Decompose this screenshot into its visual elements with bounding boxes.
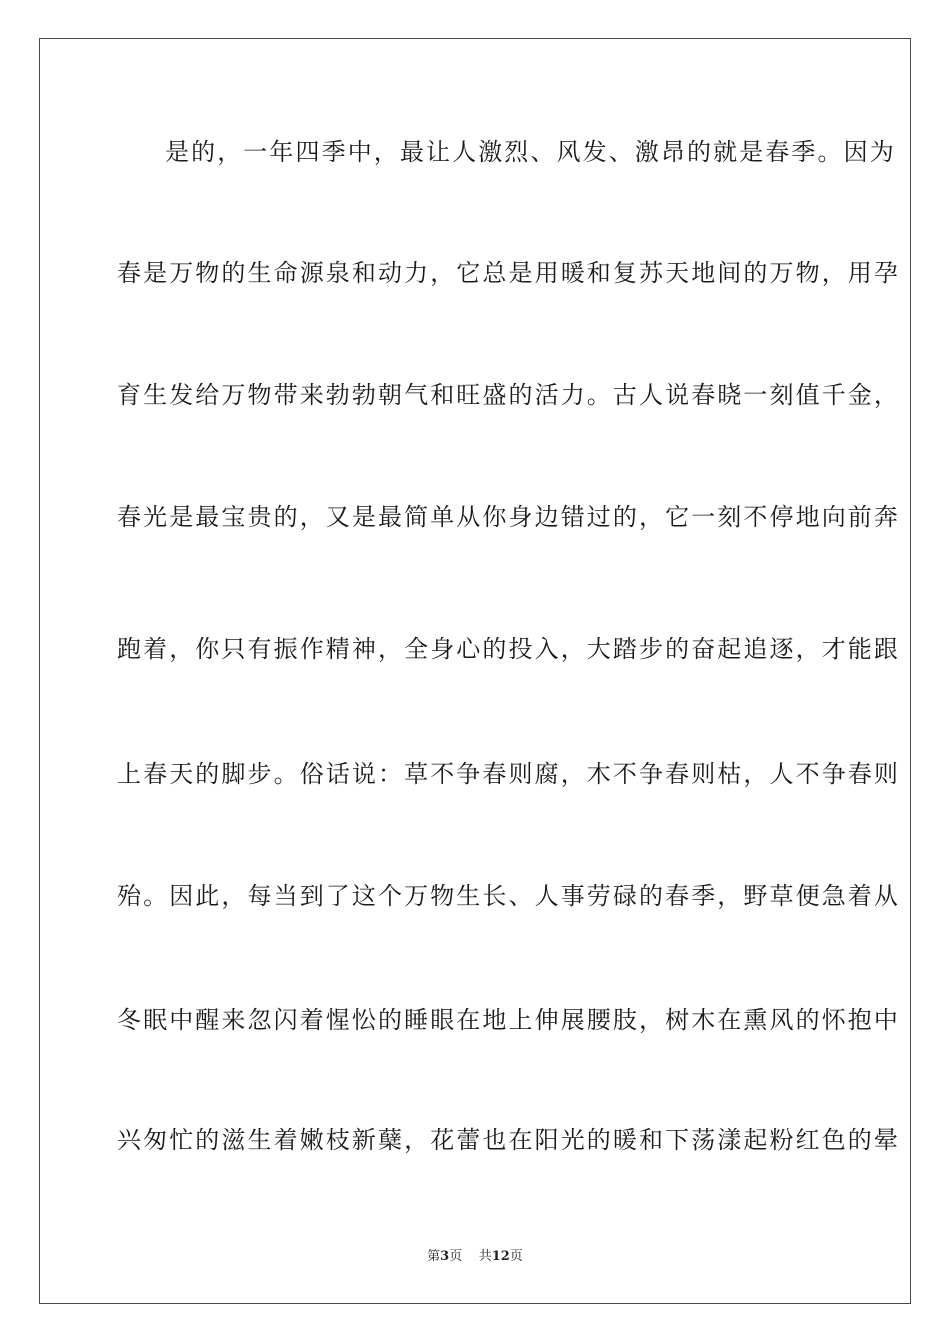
page-footer [0,1248,950,1266]
total-pages: 12 [491,1249,510,1264]
paragraph-line: 上春天的脚步。俗话说：草不争春则腐，木不争春则枯，人不争春则 [117,760,900,788]
paragraph-line: 跑着，你只有振作精神，全身心的投入，大踏步的奋起追逐，才能跟 [117,635,900,663]
page-border [39,38,911,1304]
page-number: 3 [440,1249,450,1264]
total-label-suffix: 页 [509,1249,523,1264]
paragraph-line: 育生发给万物带来勃勃朝气和旺盛的活力。古人说春晓一刻值千金， [117,381,900,409]
paragraph-line: 殆。因此，每当到了这个万物生长、人事劳碌的春季，野草便急着从 [117,882,900,910]
page-label-prefix: 第 [427,1249,441,1264]
paragraph-line: 是的，一年四季中，最让人激烈、风发、激昂的就是春季。因为 [165,138,896,166]
total-label-prefix: 共 [478,1249,492,1264]
page-label-suffix: 页 [449,1249,463,1264]
paragraph-line: 春是万物的生命源泉和动力，它总是用暖和复苏天地间的万物，用孕 [117,259,900,287]
paragraph-line: 冬眠中醒来忽闪着惺忪的睡眼在地上伸展腰肢，树木在熏风的怀抱中 [117,1006,900,1034]
paragraph-line: 春光是最宝贵的，又是最简单从你身边错过的，它一刻不停地向前奔 [117,503,900,531]
paragraph-line: 兴匆忙的滋生着嫩枝新蘖，花蕾也在阳光的暖和下荡漾起粉红色的晕 [117,1126,900,1154]
